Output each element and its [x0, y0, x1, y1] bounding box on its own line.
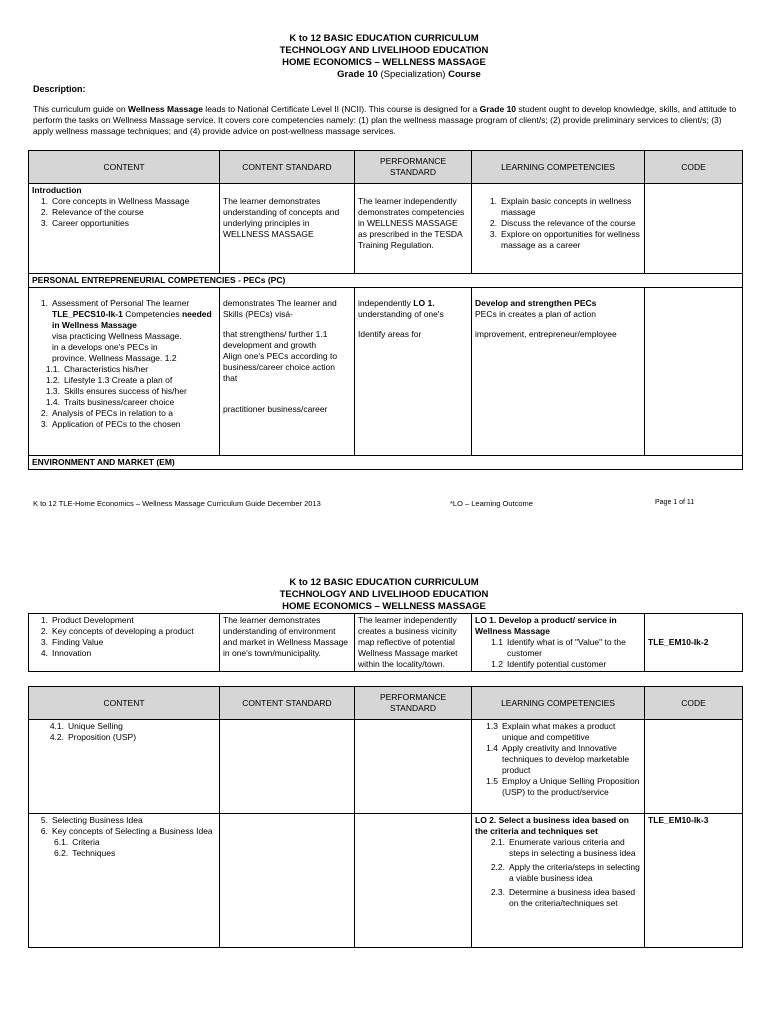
list-item: 1.5 Employ a Unique Selling Proposition (USP) to the product/service [486, 776, 640, 797]
list-item: 1.2. Lifestyle 1.3 Create a plan of [45, 375, 173, 385]
text-line: that strengthens/ further 1.1 development and growth [223, 329, 328, 350]
content-cell [29, 614, 220, 672]
header-line: K to 12 BASIC EDUCATION CURRICULUM [289, 577, 479, 588]
grade-line: Grade 10 (Specialization) Course [337, 69, 481, 80]
curriculum-table-page1 [28, 150, 743, 470]
performance-standard-cell [355, 720, 472, 814]
table-header-row [29, 151, 743, 184]
header-line: HOME ECONOMICS – WELLNESS MASSAGE [282, 601, 486, 612]
list-item: TLE_PECS10-Ik-1 Competencies needed in Wellness Massage [52, 309, 212, 330]
list-item: 2.3. Determine a business idea based on the criteria/techniques set [490, 887, 636, 908]
list-item: 1.4. Traits business/career choice [45, 397, 175, 407]
table-header-row [29, 687, 743, 720]
list-item: visa practicing Wellness Massage. [52, 331, 182, 341]
col-header-learning-competencies: LEARNING COMPETENCIES [472, 151, 645, 184]
text-line: Identify areas for [358, 329, 422, 339]
header-line: K to 12 BASIC EDUCATION CURRICULUM [289, 33, 479, 44]
list-item: 6.1. Criteria [54, 837, 100, 847]
list-item: 1. Assessment of Personal The learner [40, 298, 190, 308]
header-line: TECHNOLOGY AND LIVELIHOOD EDUCATION [279, 589, 489, 600]
curriculum-table-page2 [28, 686, 743, 948]
footer-note: *LO – Learning Outcome [450, 499, 533, 508]
description-text: This curriculum guide on Wellness Massage leads to National Certificate Level II (NCII). This course is designed for a Grade 10 student ought to develop knowledge, skills, and attitude to perform the tasks on Wellness Massage service. It covers core competencies namely: (1) plan the wellness massage program of client/s; (2) provide preliminary services to client/s; (3) apply wellness massage techniques; and (4) provide advice on post-wellness massage services. [33, 104, 737, 136]
col-header-content: CONTENT [29, 687, 220, 720]
list-item: 2.1. Enumerate various criteria and steps in selecting a business idea [490, 837, 636, 858]
table-row [29, 184, 743, 274]
list-item: 1.2 Identify potential customer [491, 659, 607, 669]
code-cell: TLE_EM10-Ik-3 [645, 814, 743, 948]
list-item: 1. Product Development [40, 615, 134, 625]
section-row [29, 456, 743, 470]
list-item: 1.1. Characteristics his/her [45, 364, 149, 374]
list-item: 6. Key concepts of Selecting a Business Idea [40, 826, 213, 836]
performance-standard-cell: The learner independently creates a business vicinity map reflective of potential Wellness Massage market within the locality/town. [355, 614, 472, 672]
performance-standard-cell [355, 288, 472, 456]
list-item: 2. Relevance of the course [40, 207, 144, 217]
table-row [29, 814, 743, 948]
text-line: Align one's PECs according to business/career choice action that [223, 351, 338, 383]
list-item: province. Wellness Massage. 1.2 [52, 353, 177, 363]
list-item: 1.1 Identify what is of "Value" to the customer [491, 637, 626, 658]
lo-title: Develop and strengthen PECs [475, 298, 597, 308]
table-row [29, 614, 743, 672]
content-cell [29, 288, 220, 456]
list-item: 1. Explain basic concepts in wellness massage [489, 196, 632, 217]
code-cell [645, 288, 743, 456]
text-line: independently LO 1. understanding of one's [358, 298, 444, 319]
list-item: 2. Discuss the relevance of the course [489, 218, 636, 228]
list-item: 4.2. Proposition (USP) [49, 732, 137, 742]
page1-header [0, 33, 768, 81]
col-header-content-standard: CONTENT STANDARD [220, 151, 355, 184]
list-item: 3. Application of PECs to the chosen [40, 419, 181, 429]
list-item: 4. Innovation [40, 648, 92, 658]
header-line: HOME ECONOMICS – WELLNESS MASSAGE [282, 57, 486, 68]
page2-header [0, 577, 768, 613]
col-header-content-standard: CONTENT STANDARD [220, 687, 355, 720]
performance-standard-cell [355, 814, 472, 948]
lo-title: LO 2. Select a business idea based on the criteria and techniques set [475, 815, 630, 836]
list-item: 5. Selecting Business Idea [40, 815, 143, 825]
footer-left: K to 12 TLE-Home Economics – Wellness Massage Curriculum Guide December 2013 [33, 499, 321, 508]
text-line: practitioner business/career [223, 404, 328, 414]
content-standard-cell [220, 814, 355, 948]
content-standard-cell [220, 720, 355, 814]
list-item: 1.3 Explain what makes a product unique and competitive [486, 721, 616, 742]
content-standard-cell [220, 288, 355, 456]
list-item: 2. Analysis of PECs in relation to a [40, 408, 173, 418]
list-item: 3. Explore on opportunities for wellness massage as a career [489, 229, 640, 250]
col-header-code: CODE [645, 687, 743, 720]
content-cell [29, 814, 220, 948]
section-row [29, 274, 743, 288]
page-number: Page 1 of 11 [655, 499, 695, 506]
content-cell [29, 184, 220, 274]
col-header-learning-competencies: LEARNING COMPETENCIES [472, 687, 645, 720]
pec-section-title: PERSONAL ENTREPRENEURIAL COMPETENCIES - PECs (PC) [29, 274, 743, 288]
col-header-content: CONTENT [29, 151, 220, 184]
table-row [29, 720, 743, 814]
list-item: 1.4 Apply creativity and Innovative techniques to develop marketable product [486, 743, 630, 775]
competencies-cell [472, 814, 645, 948]
header-line: TECHNOLOGY AND LIVELIHOOD EDUCATION [279, 45, 489, 56]
lo-title: LO 1. Develop a product/ service in Wellness Massage [475, 615, 617, 636]
list-item: 2.2. Apply the criteria/steps in selecting a viable business idea [490, 862, 640, 883]
code-cell [645, 720, 743, 814]
list-item: 2. Key concepts of developing a product [40, 626, 194, 636]
performance-standard-cell: The learner independently demonstrates competencies in WELLNESS MASSAGE as prescribed in the TESDA Training Regulation. [355, 184, 472, 274]
curriculum-table-page2-top [28, 613, 743, 672]
content-cell [29, 720, 220, 814]
code-cell [645, 184, 743, 274]
competencies-cell [472, 184, 645, 274]
text-line: improvement, entrepreneur/employee [475, 329, 617, 339]
list-item: in a develops one's PECs in [52, 342, 158, 352]
list-item: 1. Core concepts in Wellness Massage [40, 196, 190, 206]
text-line: demonstrates The learner and Skills (PECs) visá- [223, 298, 337, 319]
list-item: 4.1. Unique Selling [49, 721, 123, 731]
list-item: 3. Finding Value [40, 637, 104, 647]
col-header-performance-standard: PERFORMANCE STANDARD [355, 687, 472, 720]
list-item: 3. Career opportunities [40, 218, 130, 228]
col-header-code: CODE [645, 151, 743, 184]
table-row [29, 288, 743, 456]
content-standard-cell: The learner demonstrates understanding of environment and market in Wellness Massage in one's town/municipality. [220, 614, 355, 672]
content-standard-cell: The learner demonstrates understanding of concepts and underlying principles in WELLNESS MASSAGE [220, 184, 355, 274]
list-item: 1.3. Skills ensures success of his/her [45, 386, 187, 396]
em-section-title: ENVIRONMENT AND MARKET (EM) [29, 456, 743, 470]
competencies-cell [472, 720, 645, 814]
list-item: 6.2. Techniques [54, 848, 116, 858]
competencies-cell [472, 288, 645, 456]
text-line: PECs in creates a plan of action [475, 309, 596, 319]
intro-title: Introduction [32, 185, 82, 195]
col-header-performance-standard: PERFORMANCE STANDARD [355, 151, 472, 184]
competencies-cell [472, 614, 645, 672]
code-cell: TLE_EM10-Ik-2 [645, 614, 743, 672]
description-label: Description: [33, 84, 86, 94]
